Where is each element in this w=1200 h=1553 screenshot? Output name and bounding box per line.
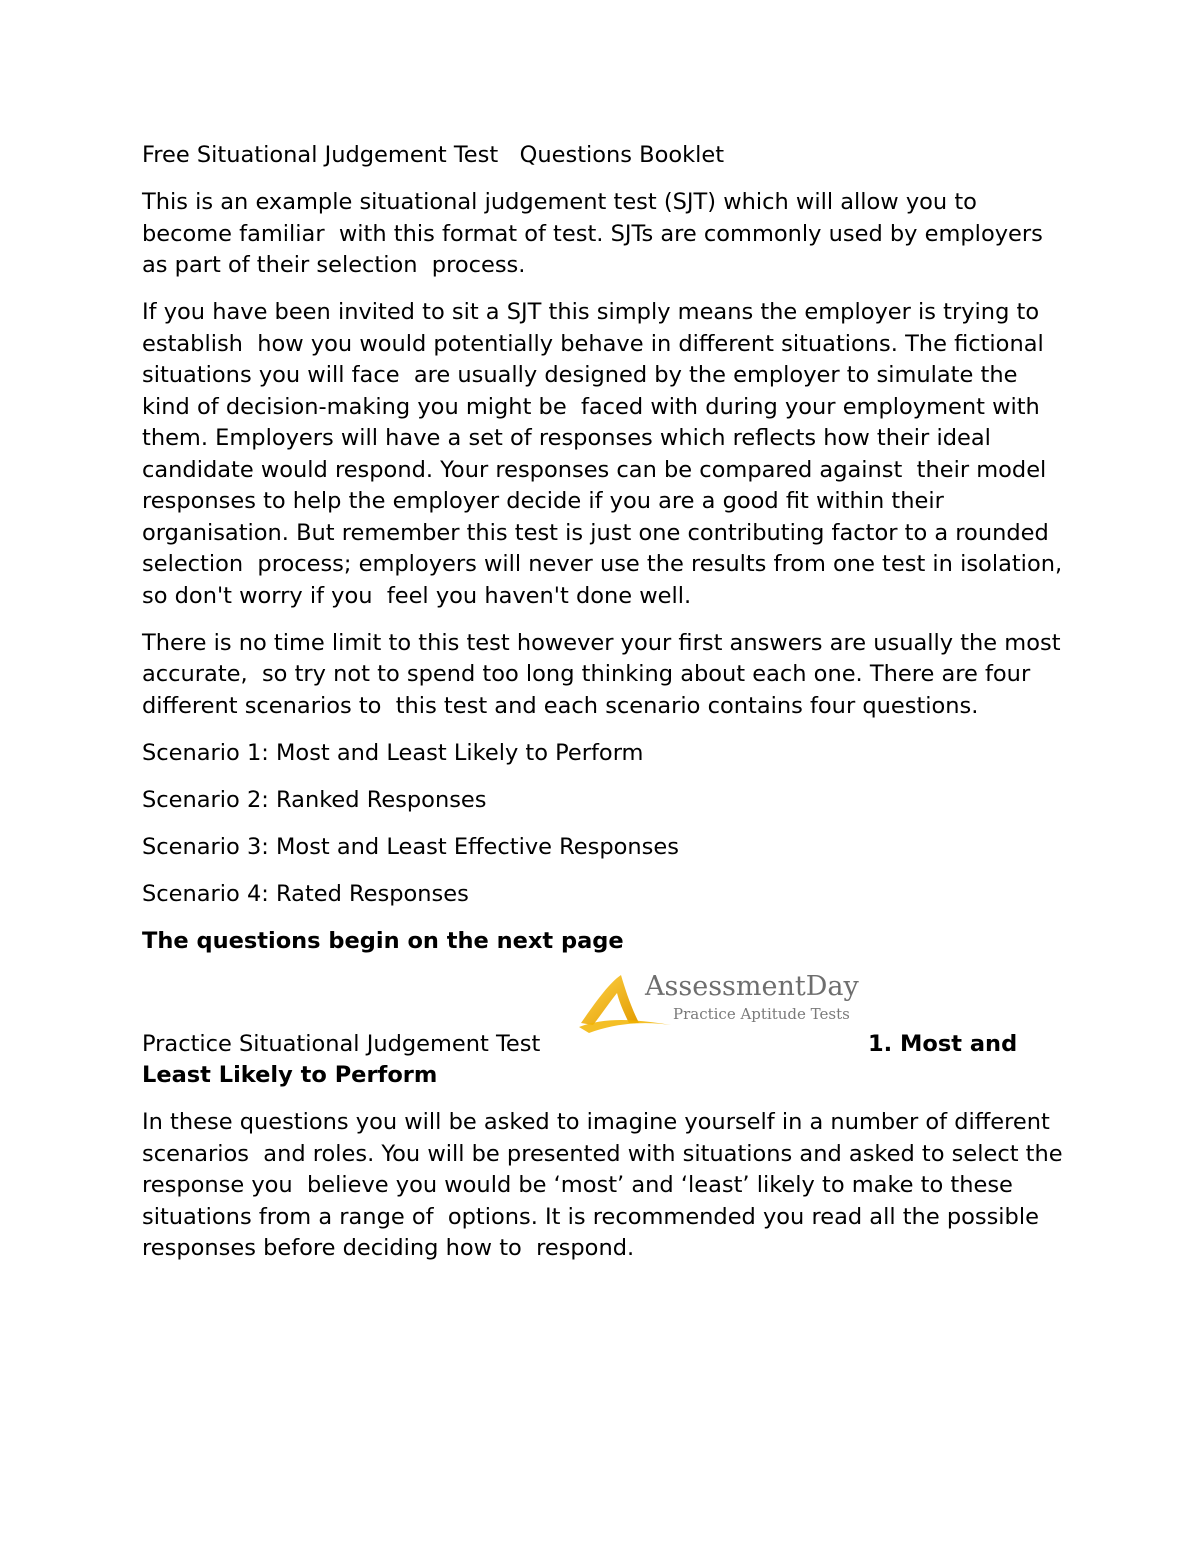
section-heading-number: 1. Most and	[868, 1030, 1018, 1057]
logo-tagline-text: Practice Aptitude Tests	[673, 1004, 850, 1023]
scenario-item-1: Scenario 1: Most and Least Likely to Perform	[142, 739, 644, 766]
document-title: Free Situational Judgement Test Questions Booklet	[142, 142, 725, 168]
section-heading-continued: Least Likely to Perform	[142, 1062, 438, 1088]
section-heading	[142, 970, 1072, 1061]
logo-brand-text: AssessmentDay	[645, 970, 859, 1002]
document-page	[142, 140, 1072, 1280]
intro-paragraph-3: There is no time limit to this test however your first answers are usually the most accurate, so try not to spend too long thinking about each one. There are four different scenarios to this test and each scenario contains four questions.	[142, 629, 1068, 719]
intro-paragraph-2: If you have been invited to sit a SJT this simply means the employer is trying to establish how you would potentially behave in different situations. The fictional situations you will face are usually designed by the employer to simulate the kind of decision-making you might be faced with during your employment with them. Employers will have a set of responses which reflects how their ideal candidate would respond. Your responses can be compared against their model responses to help the employer decide if you are a good fit within their organisation. But remember this test is just one contributing factor to a rounded selection process; employers will never use the results from one test in isolation, so don't worry if you feel you haven't done well.	[142, 299, 1070, 609]
section-heading-left: Practice Situational Judgement Test	[142, 1030, 541, 1057]
section-description: In these questions you will be asked to imagine yourself in a number of different scenarios and roles. You will be presented with situations and asked to select the response you believe you would be ‘most’ and ‘least’ likely to make to these situations from a range of options. It is recommended you read all the possible responses before deciding how to respond.	[142, 1109, 1070, 1261]
scenario-item-4: Scenario 4: Rated Responses	[142, 880, 469, 907]
next-page-note: The questions begin on the next page	[142, 927, 624, 954]
scenario-item-2: Scenario 2: Ranked Responses	[142, 786, 487, 813]
logo-arc-icon	[581, 975, 639, 1025]
intro-paragraph-1: This is an example situational judgement test (SJT) which will allow you to become familiar with this format of test. SJTs are commonly used by employers as part of their selection process.	[142, 189, 1050, 278]
assessmentday-logo	[575, 963, 865, 1041]
logo-graphic	[575, 963, 865, 1041]
scenario-item-3: Scenario 3: Most and Least Effective Responses	[142, 833, 679, 860]
